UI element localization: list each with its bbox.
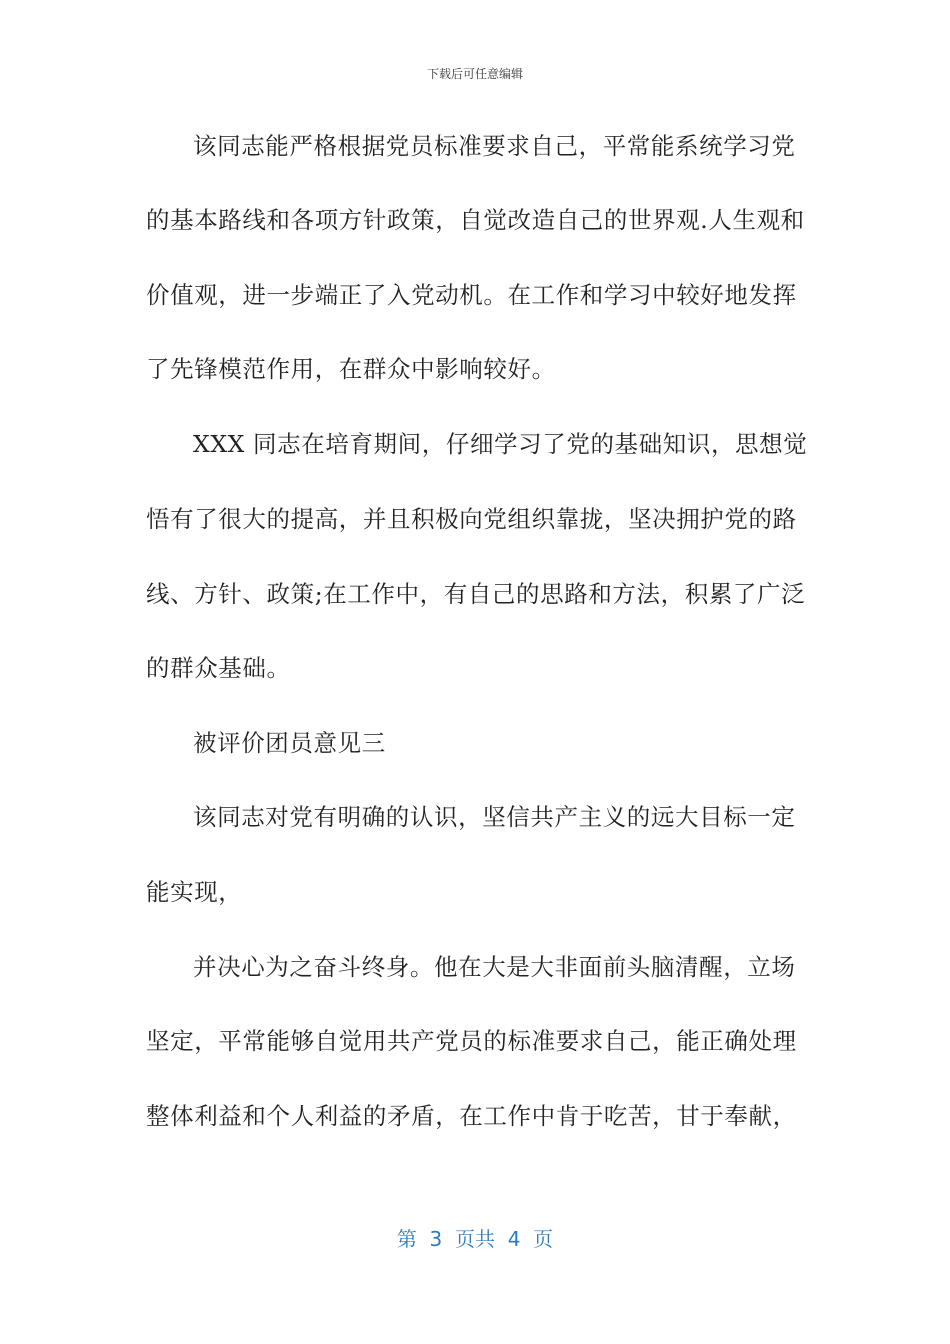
paragraph-line: 悟有了很大的提高，并且积极向党组织靠拢，坚决拥护党的路 — [146, 505, 797, 533]
paragraph-line: 了先锋模范作用，在群众中影响较好。 — [146, 355, 556, 383]
paragraph-line: 该同志对党有明确的认识，坚信共产主义的远大目标一定 — [193, 803, 796, 831]
paragraph-line: 坚定，平常能够自觉用共产党员的标准要求自己，能正确处理 — [146, 1027, 797, 1055]
paragraph-line: 能实现， — [146, 878, 243, 906]
paragraph-line: XXX 同志在培育期间，仔细学习了党的基础知识，思想觉 — [193, 430, 808, 458]
page-number-footer: 第 3 页共 4 页 — [396, 1227, 554, 1251]
paragraph-line: 线、方针、政策;在工作中，有自己的思路和方法，积累了广泛 — [146, 580, 806, 608]
paragraph-line: 价值观，进一步端正了入党动机。在工作和学习中较好地发挥 — [146, 281, 797, 309]
paragraph-line: 的群众基础。 — [146, 654, 291, 682]
section-heading: 被评价团员意见三 — [193, 729, 386, 757]
paragraph-line: 该同志能严格根据党员标准要求自己，平常能系统学习党 — [193, 132, 796, 160]
paragraph-line: 的基本路线和各项方针政策，自觉改造自己的世界观.人生观和 — [146, 206, 805, 234]
paragraph-line: 并决心为之奋斗终身。他在大是大非面前头脑清醒，立场 — [193, 953, 796, 981]
paragraph-line: 整体利益和个人利益的矛盾，在工作中肯于吃苦，甘于奉献， — [146, 1102, 797, 1130]
page-header: 下载后可任意编辑 — [426, 67, 523, 81]
